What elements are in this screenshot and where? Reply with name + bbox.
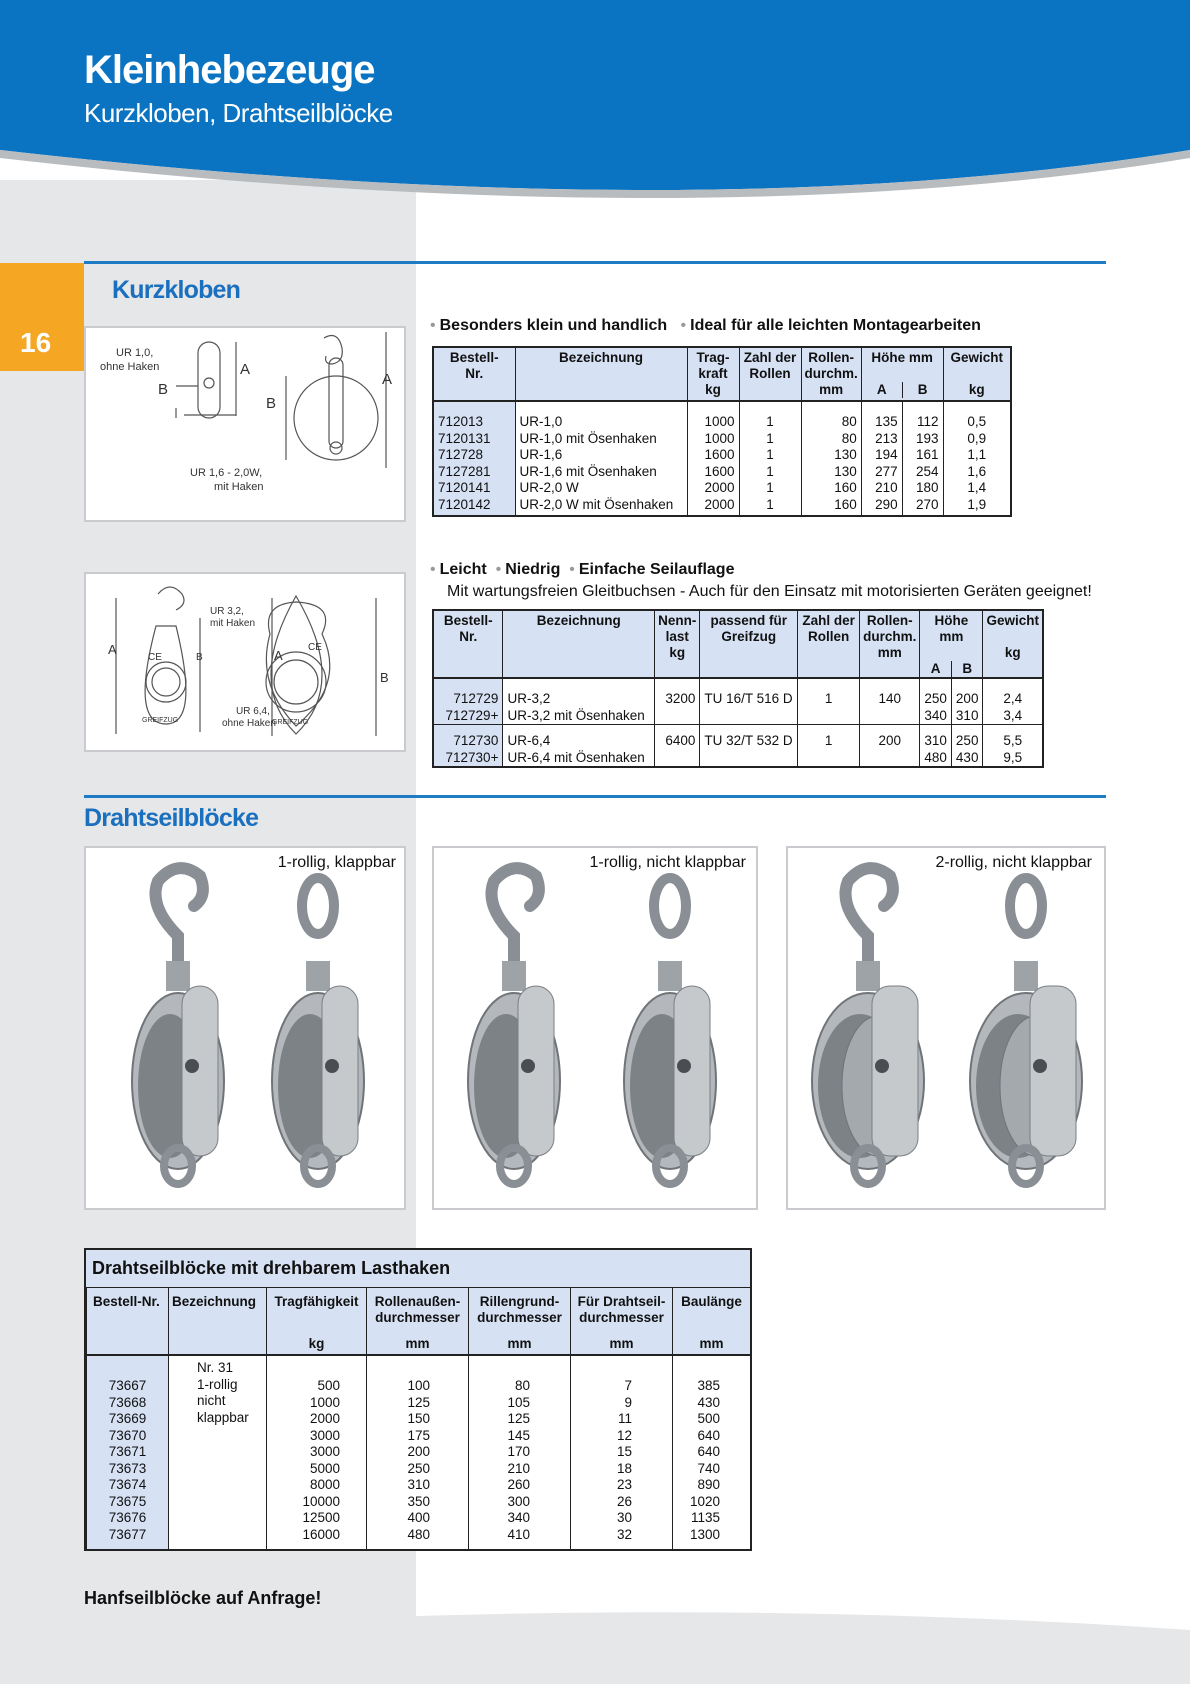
- table-cell: [655, 678, 700, 725]
- table-kurzkloben-2: [432, 609, 1044, 768]
- label-ur32: UR 3,2,: [210, 606, 244, 617]
- col-header-label: Rollenaußen- durchmesser: [374, 1294, 461, 1325]
- cell-value: 270: [915, 496, 939, 512]
- table-cell: [983, 678, 1043, 725]
- table-title: Drahtseilblöcke mit drehbarem Lasthaken: [86, 1250, 750, 1288]
- bullet-text: Niedrig: [505, 561, 561, 578]
- cell-value: 712729: [453, 691, 499, 706]
- table-cell: [860, 678, 920, 725]
- greifzug-pulley-drawing: [86, 574, 404, 750]
- drawing-ur10-ur20: [84, 326, 406, 522]
- table-cell: [920, 678, 952, 725]
- cell-value: 150: [407, 1411, 430, 1426]
- pulley-block-illustration: [624, 878, 716, 1184]
- section-rule-kurzkloben: [84, 261, 1106, 264]
- bullet-text: Ideal für alle leichten Montagearbeiten: [690, 317, 981, 334]
- drahtseil-data-table: [86, 1288, 750, 1549]
- table-cell: [700, 678, 798, 725]
- table-row: [433, 725, 1043, 768]
- cell-value: UR-1,6: [519, 447, 563, 462]
- table-cell: [169, 1355, 267, 1549]
- table-cell: [920, 725, 952, 768]
- cell-value: UR-1,6 mit Ösenhaken: [519, 463, 657, 479]
- cell-value: 200: [955, 691, 979, 706]
- cell-value: nicht: [197, 1393, 226, 1408]
- label-ur64-ohne-haken: ohne Haken: [222, 718, 276, 729]
- cell-value: 1,4: [967, 480, 987, 495]
- cell-value: 10000: [302, 1493, 340, 1509]
- cell-value: 1: [766, 463, 774, 479]
- pulley-technical-drawing: [86, 328, 404, 520]
- cell-value: UR-6,4 mit Ösenhaken: [507, 749, 645, 765]
- cell-value: 7127281: [438, 463, 491, 479]
- col-header: [673, 1288, 751, 1355]
- cell-value: 9: [624, 1394, 632, 1410]
- col-header-label: Für Drahtseil- durchmesser: [577, 1294, 666, 1325]
- photo-2-rollig-nicht-klappbar: [786, 846, 1106, 1210]
- cell-value: 277: [875, 463, 898, 479]
- cell-value: 160: [834, 480, 857, 495]
- cell-value: 1: [824, 691, 833, 706]
- cell-value: 7: [624, 1378, 632, 1393]
- cell-value: 194: [875, 447, 898, 462]
- cell-value: 2,4: [1003, 691, 1023, 706]
- pulley-photo-placeholder: [434, 848, 756, 1208]
- cell-value: UR-3,2: [507, 691, 551, 706]
- cell-value: 100: [407, 1378, 430, 1393]
- cell-value: 135: [875, 414, 898, 429]
- hoehe-label: Höhe mm: [934, 613, 969, 644]
- section-title-drahtseil: Drahtseilblöcke: [84, 804, 259, 832]
- col-header-label: Tragfähigkeit: [274, 1294, 359, 1309]
- page-number: 16: [20, 327, 52, 358]
- table-cell: [433, 678, 503, 725]
- cell-value: 11: [617, 1411, 632, 1426]
- hoehe-label: Höhe mm: [871, 350, 933, 365]
- dim-b-3: B: [196, 652, 203, 663]
- table-cell: [902, 401, 943, 516]
- cell-value: 712013: [438, 414, 484, 429]
- photo-caption: 1-rollig, nicht klappbar: [589, 854, 746, 871]
- cell-value: 385: [697, 1378, 720, 1393]
- col-header: [267, 1288, 367, 1355]
- col-header: [87, 1288, 169, 1355]
- cell-value: 712728: [438, 447, 484, 462]
- cell-value: 73671: [108, 1444, 147, 1459]
- col-unit: mm: [609, 1336, 634, 1351]
- table-body: [87, 1355, 751, 1549]
- cell-value: UR-3,2 mit Ösenhaken: [507, 707, 645, 723]
- photo-caption: 1-rollig, klappbar: [277, 854, 396, 871]
- table-row: [433, 678, 1043, 725]
- cell-value: 1: [824, 733, 833, 748]
- dim-a-3: A: [108, 642, 117, 657]
- col-header-label: Bestell-Nr.: [93, 1294, 160, 1309]
- sub-a: A: [930, 661, 941, 676]
- table-cell: [739, 401, 801, 516]
- cell-value: 480: [924, 749, 947, 765]
- cell-value: 1-rollig: [197, 1376, 238, 1392]
- label-ur32-mit-haken: mit Haken: [210, 618, 256, 629]
- cell-value: 30: [616, 1510, 632, 1525]
- col-header-label: Bezeichnung: [172, 1294, 257, 1309]
- cell-value: TU 32/T 532 D: [704, 733, 793, 748]
- table-cell: [469, 1355, 571, 1549]
- bullet-text: Leicht: [439, 561, 487, 578]
- col-header: [169, 1288, 267, 1355]
- table-cell: [655, 725, 700, 768]
- photo-1-rollig-klappbar: [84, 846, 406, 1210]
- table-cell: [503, 678, 655, 725]
- pulley-block-illustration: [812, 868, 924, 1184]
- table-cell: [267, 1355, 367, 1549]
- col-header: Bestell- Nr.: [433, 610, 503, 678]
- cell-value: 73670: [108, 1427, 147, 1443]
- col-header: Bezeichnung: [515, 347, 687, 401]
- col-header: Gewicht kg: [983, 610, 1043, 678]
- footer-note: Hanfseilblöcke auf Anfrage!: [84, 1588, 322, 1608]
- cell-value: 260: [507, 1477, 530, 1492]
- cell-value: 500: [697, 1411, 720, 1426]
- table-cell: [700, 725, 798, 768]
- hoehe-subheaders: [862, 382, 943, 398]
- col-header-hoehe: [920, 610, 983, 678]
- cell-value: 7120141: [438, 480, 491, 495]
- cell-value: klappbar: [197, 1409, 249, 1425]
- col-header: [469, 1288, 571, 1355]
- cell-value: 80: [514, 1378, 530, 1393]
- photo-1-rollig-nicht-klappbar: [432, 846, 758, 1210]
- cell-value: 200: [407, 1444, 430, 1459]
- table-body: [433, 401, 1011, 516]
- table-cell: [951, 678, 983, 725]
- cell-value: 1,1: [967, 447, 987, 462]
- feature-note: Mit wartungsfreien Gleitbuchsen - Auch für den Einsatz mit motorisierten Geräten geeignet!: [447, 583, 1092, 600]
- cell-value: 890: [697, 1477, 720, 1492]
- col-header: Zahl der Rollen: [798, 610, 860, 678]
- cell-value: 193: [915, 430, 939, 446]
- cell-value: 145: [507, 1427, 530, 1443]
- table-cell: [433, 725, 503, 768]
- cell-value: 3000: [309, 1444, 340, 1459]
- bullet-text: Einfache Seilauflage: [578, 561, 735, 578]
- label-ce-2: CE: [308, 642, 322, 653]
- cell-value: 130: [834, 447, 857, 462]
- table-cell: [687, 401, 739, 516]
- cell-value: 200: [878, 733, 902, 748]
- dim-a-1: A: [240, 361, 251, 378]
- col-header-label: Rillengrund- durchmesser: [477, 1294, 562, 1325]
- cell-value: 430: [955, 749, 979, 765]
- table-cell: [798, 678, 860, 725]
- cell-value: 73677: [108, 1526, 147, 1542]
- cell-value: 430: [697, 1394, 720, 1410]
- cell-value: 80: [841, 414, 857, 429]
- section-rule-drahtseil: [84, 795, 1106, 798]
- cell-value: 250: [955, 733, 979, 748]
- col-header: Bestell- Nr.: [433, 347, 515, 401]
- table-cell: [515, 401, 687, 516]
- table-body: [433, 678, 1043, 767]
- cell-value: UR-2,0 W: [519, 480, 579, 495]
- cell-value: 1000: [309, 1394, 340, 1410]
- table-cell: [951, 725, 983, 768]
- cell-value: 210: [507, 1460, 530, 1476]
- dim-b-1: B: [158, 381, 169, 398]
- table-cell: [87, 1355, 169, 1549]
- table-cell: [943, 401, 1011, 516]
- cell-value: 73674: [108, 1477, 147, 1492]
- cell-value: 7120131: [438, 430, 491, 446]
- cell-value: 0,9: [967, 430, 987, 446]
- table-cell: [367, 1355, 469, 1549]
- cell-value: 15: [616, 1444, 632, 1459]
- cell-value: 213: [875, 430, 898, 446]
- col-header: Rollen- durchm. mm: [801, 347, 861, 401]
- cell-value: 130: [834, 463, 857, 479]
- cell-value: 254: [915, 463, 939, 479]
- cell-value: 1,6: [967, 463, 987, 479]
- table-cell: [801, 401, 861, 516]
- pulley-photo-placeholder: [86, 848, 404, 1208]
- cell-value: 12: [616, 1427, 632, 1443]
- cell-value: 1300: [689, 1526, 720, 1542]
- cell-value: 1: [766, 496, 774, 512]
- cell-value: 180: [915, 480, 939, 495]
- cell-value: 1: [766, 447, 774, 462]
- cell-value: 5000: [309, 1460, 340, 1476]
- sub-b: B: [951, 661, 983, 677]
- table-cell: [861, 401, 902, 516]
- cell-value: 5,5: [1003, 733, 1023, 748]
- cell-value: 73669: [108, 1411, 147, 1426]
- label-ur10: UR 1,0,: [116, 347, 154, 359]
- pulley-photo-placeholder: [788, 848, 1104, 1208]
- cell-value: 32: [616, 1526, 632, 1542]
- cell-value: 112: [916, 414, 939, 429]
- cell-value: 73667: [108, 1378, 147, 1393]
- cell-value: UR-6,4: [507, 733, 551, 748]
- col-header: Bezeichnung: [503, 610, 655, 678]
- cell-value: 712730: [453, 733, 499, 748]
- col-header: [571, 1288, 673, 1355]
- feature-bullets-2: • Leicht • Niedrig • Einfache Seilauflage: [430, 561, 735, 578]
- cell-value: 161: [915, 447, 939, 462]
- dim-a-4: A: [274, 648, 283, 663]
- cell-value: 350: [407, 1493, 430, 1509]
- cell-value: 6400: [665, 733, 696, 748]
- col-header: passend für Greifzug: [700, 610, 798, 678]
- cell-value: 23: [616, 1477, 632, 1492]
- cell-value: 80: [841, 430, 857, 446]
- table-cell: [673, 1355, 751, 1549]
- footer-wave-shape: [0, 1600, 1190, 1684]
- dim-a-2: A: [382, 371, 393, 388]
- label-ur64: UR 6,4,: [236, 706, 270, 717]
- label-greifzug-2: GREIFZUG: [272, 719, 309, 726]
- table-row: [87, 1355, 751, 1549]
- cell-value: 500: [317, 1378, 340, 1393]
- cell-value: 1600: [704, 447, 735, 462]
- cell-value: 210: [875, 480, 898, 495]
- cell-value: 1: [766, 430, 774, 446]
- col-header-label: Baulänge: [681, 1294, 742, 1309]
- section-title-kurzkloben: Kurzkloben: [112, 276, 241, 304]
- cell-value: 340: [924, 707, 947, 723]
- photo-caption: 2-rollig, nicht klappbar: [935, 854, 1092, 871]
- label-ur10-ohne-haken: ohne Haken: [100, 361, 160, 373]
- cell-value: 73676: [108, 1510, 147, 1525]
- cell-value: 12500: [302, 1510, 340, 1525]
- pulley-block-illustration: [132, 868, 224, 1184]
- table-cell: [503, 725, 655, 768]
- cell-value: 712730+: [445, 749, 499, 765]
- table-cell: [433, 401, 515, 516]
- table-cell: [983, 725, 1043, 768]
- cell-value: 3200: [665, 691, 696, 706]
- page-header: [0, 0, 1190, 215]
- pulley-block-illustration: [468, 868, 560, 1184]
- col-header-hoehe: [861, 347, 943, 401]
- col-header: Gewicht kg: [943, 347, 1011, 401]
- cell-value: 8000: [309, 1477, 340, 1492]
- cell-value: 26: [616, 1493, 632, 1509]
- cell-value: 73675: [108, 1493, 147, 1509]
- cell-value: 1600: [704, 463, 735, 479]
- cell-value: 175: [407, 1427, 430, 1443]
- col-unit: mm: [699, 1336, 724, 1351]
- cell-value: UR-1,0 mit Ösenhaken: [519, 430, 657, 446]
- cell-value: 140: [878, 691, 902, 706]
- cell-value: 340: [507, 1510, 530, 1525]
- dim-b-4: B: [380, 670, 389, 685]
- col-header: Trag- kraft kg: [687, 347, 739, 401]
- cell-value: 310: [955, 707, 979, 723]
- cell-value: TU 16/T 516 D: [704, 691, 793, 706]
- cell-value: 18: [616, 1460, 632, 1476]
- cell-value: 3000: [309, 1427, 340, 1443]
- cell-value: 1135: [690, 1510, 720, 1525]
- cell-value: UR-1,0: [519, 414, 563, 429]
- bullet-text: Besonders klein und handlich: [439, 317, 668, 334]
- label-ur16-mit-haken: mit Haken: [214, 481, 264, 493]
- col-unit: mm: [507, 1336, 532, 1351]
- col-header: Nenn- last kg: [655, 610, 700, 678]
- cell-value: 712729+: [445, 707, 499, 723]
- cell-value: 0,5: [967, 414, 987, 429]
- dim-b-2: B: [266, 395, 277, 412]
- cell-value: 1,9: [967, 496, 987, 512]
- hoehe-subheaders: [920, 661, 982, 677]
- cell-value: 300: [507, 1493, 530, 1509]
- col-unit: mm: [405, 1336, 430, 1351]
- cell-value: 125: [407, 1394, 430, 1410]
- cell-value: 170: [507, 1444, 530, 1459]
- cell-value: 160: [834, 496, 857, 512]
- drawing-ur32-ur64: [84, 572, 406, 752]
- cell-value: 9,5: [1003, 749, 1023, 765]
- table-row: [433, 401, 1011, 516]
- table-drahtseil: [84, 1248, 752, 1551]
- cell-value: 7120142: [438, 496, 491, 512]
- cell-value: 105: [507, 1394, 530, 1410]
- cell-value: 310: [924, 733, 947, 748]
- sub-a: A: [876, 382, 887, 397]
- cell-value: 1000: [704, 430, 735, 446]
- table-kurzkloben-1: [432, 346, 1012, 517]
- cell-value: 1020: [689, 1493, 720, 1509]
- table-cell: [571, 1355, 673, 1549]
- pulley-block-illustration: [272, 878, 364, 1184]
- cell-value: 2000: [704, 496, 735, 512]
- cell-value: 740: [697, 1460, 720, 1476]
- page-title: Kleinhebezeuge: [84, 48, 375, 92]
- cell-value: 290: [875, 496, 898, 512]
- cell-value: 640: [697, 1427, 720, 1443]
- page-subtitle: Kurzkloben, Drahtseilblöcke: [84, 98, 393, 128]
- pulley-block-illustration: [970, 878, 1082, 1184]
- cell-value: 2000: [704, 480, 735, 495]
- cell-value: 3,4: [1003, 707, 1023, 723]
- label-ce: CE: [148, 652, 162, 663]
- cell-value: 73668: [108, 1394, 147, 1410]
- cell-value: 250: [924, 691, 947, 706]
- table-cell: [860, 725, 920, 768]
- cell-value: 480: [407, 1526, 430, 1542]
- cell-value: 310: [407, 1477, 430, 1492]
- cell-value: 250: [407, 1460, 430, 1476]
- feature-bullets-1: • Besonders klein und handlich • Ideal für alle leichten Montagearbeiten: [430, 317, 981, 334]
- label-ur16: UR 1,6 - 2,0W,: [190, 467, 263, 479]
- cell-value: 73673: [108, 1460, 147, 1476]
- sub-b: B: [902, 382, 943, 398]
- cell-value: Nr. 31: [197, 1360, 234, 1375]
- cell-value: 16000: [302, 1526, 340, 1542]
- cell-value: 410: [507, 1526, 530, 1542]
- col-header: [367, 1288, 469, 1355]
- cell-value: 640: [697, 1444, 720, 1459]
- cell-value: 125: [507, 1411, 530, 1426]
- col-header: Zahl der Rollen: [739, 347, 801, 401]
- page-number-tab: [0, 263, 84, 371]
- cell-value: 2000: [309, 1411, 340, 1426]
- table-cell: [798, 725, 860, 768]
- cell-value: 1: [766, 480, 774, 495]
- cell-value: 1: [766, 414, 774, 429]
- cell-value: 400: [407, 1510, 430, 1525]
- col-header: Rollen- durchm. mm: [860, 610, 920, 678]
- label-greifzug: GREIFZUG: [142, 717, 179, 724]
- cell-value: UR-2,0 W mit Ösenhaken: [519, 496, 674, 512]
- cell-value: 1000: [704, 414, 735, 429]
- col-unit: kg: [308, 1336, 325, 1351]
